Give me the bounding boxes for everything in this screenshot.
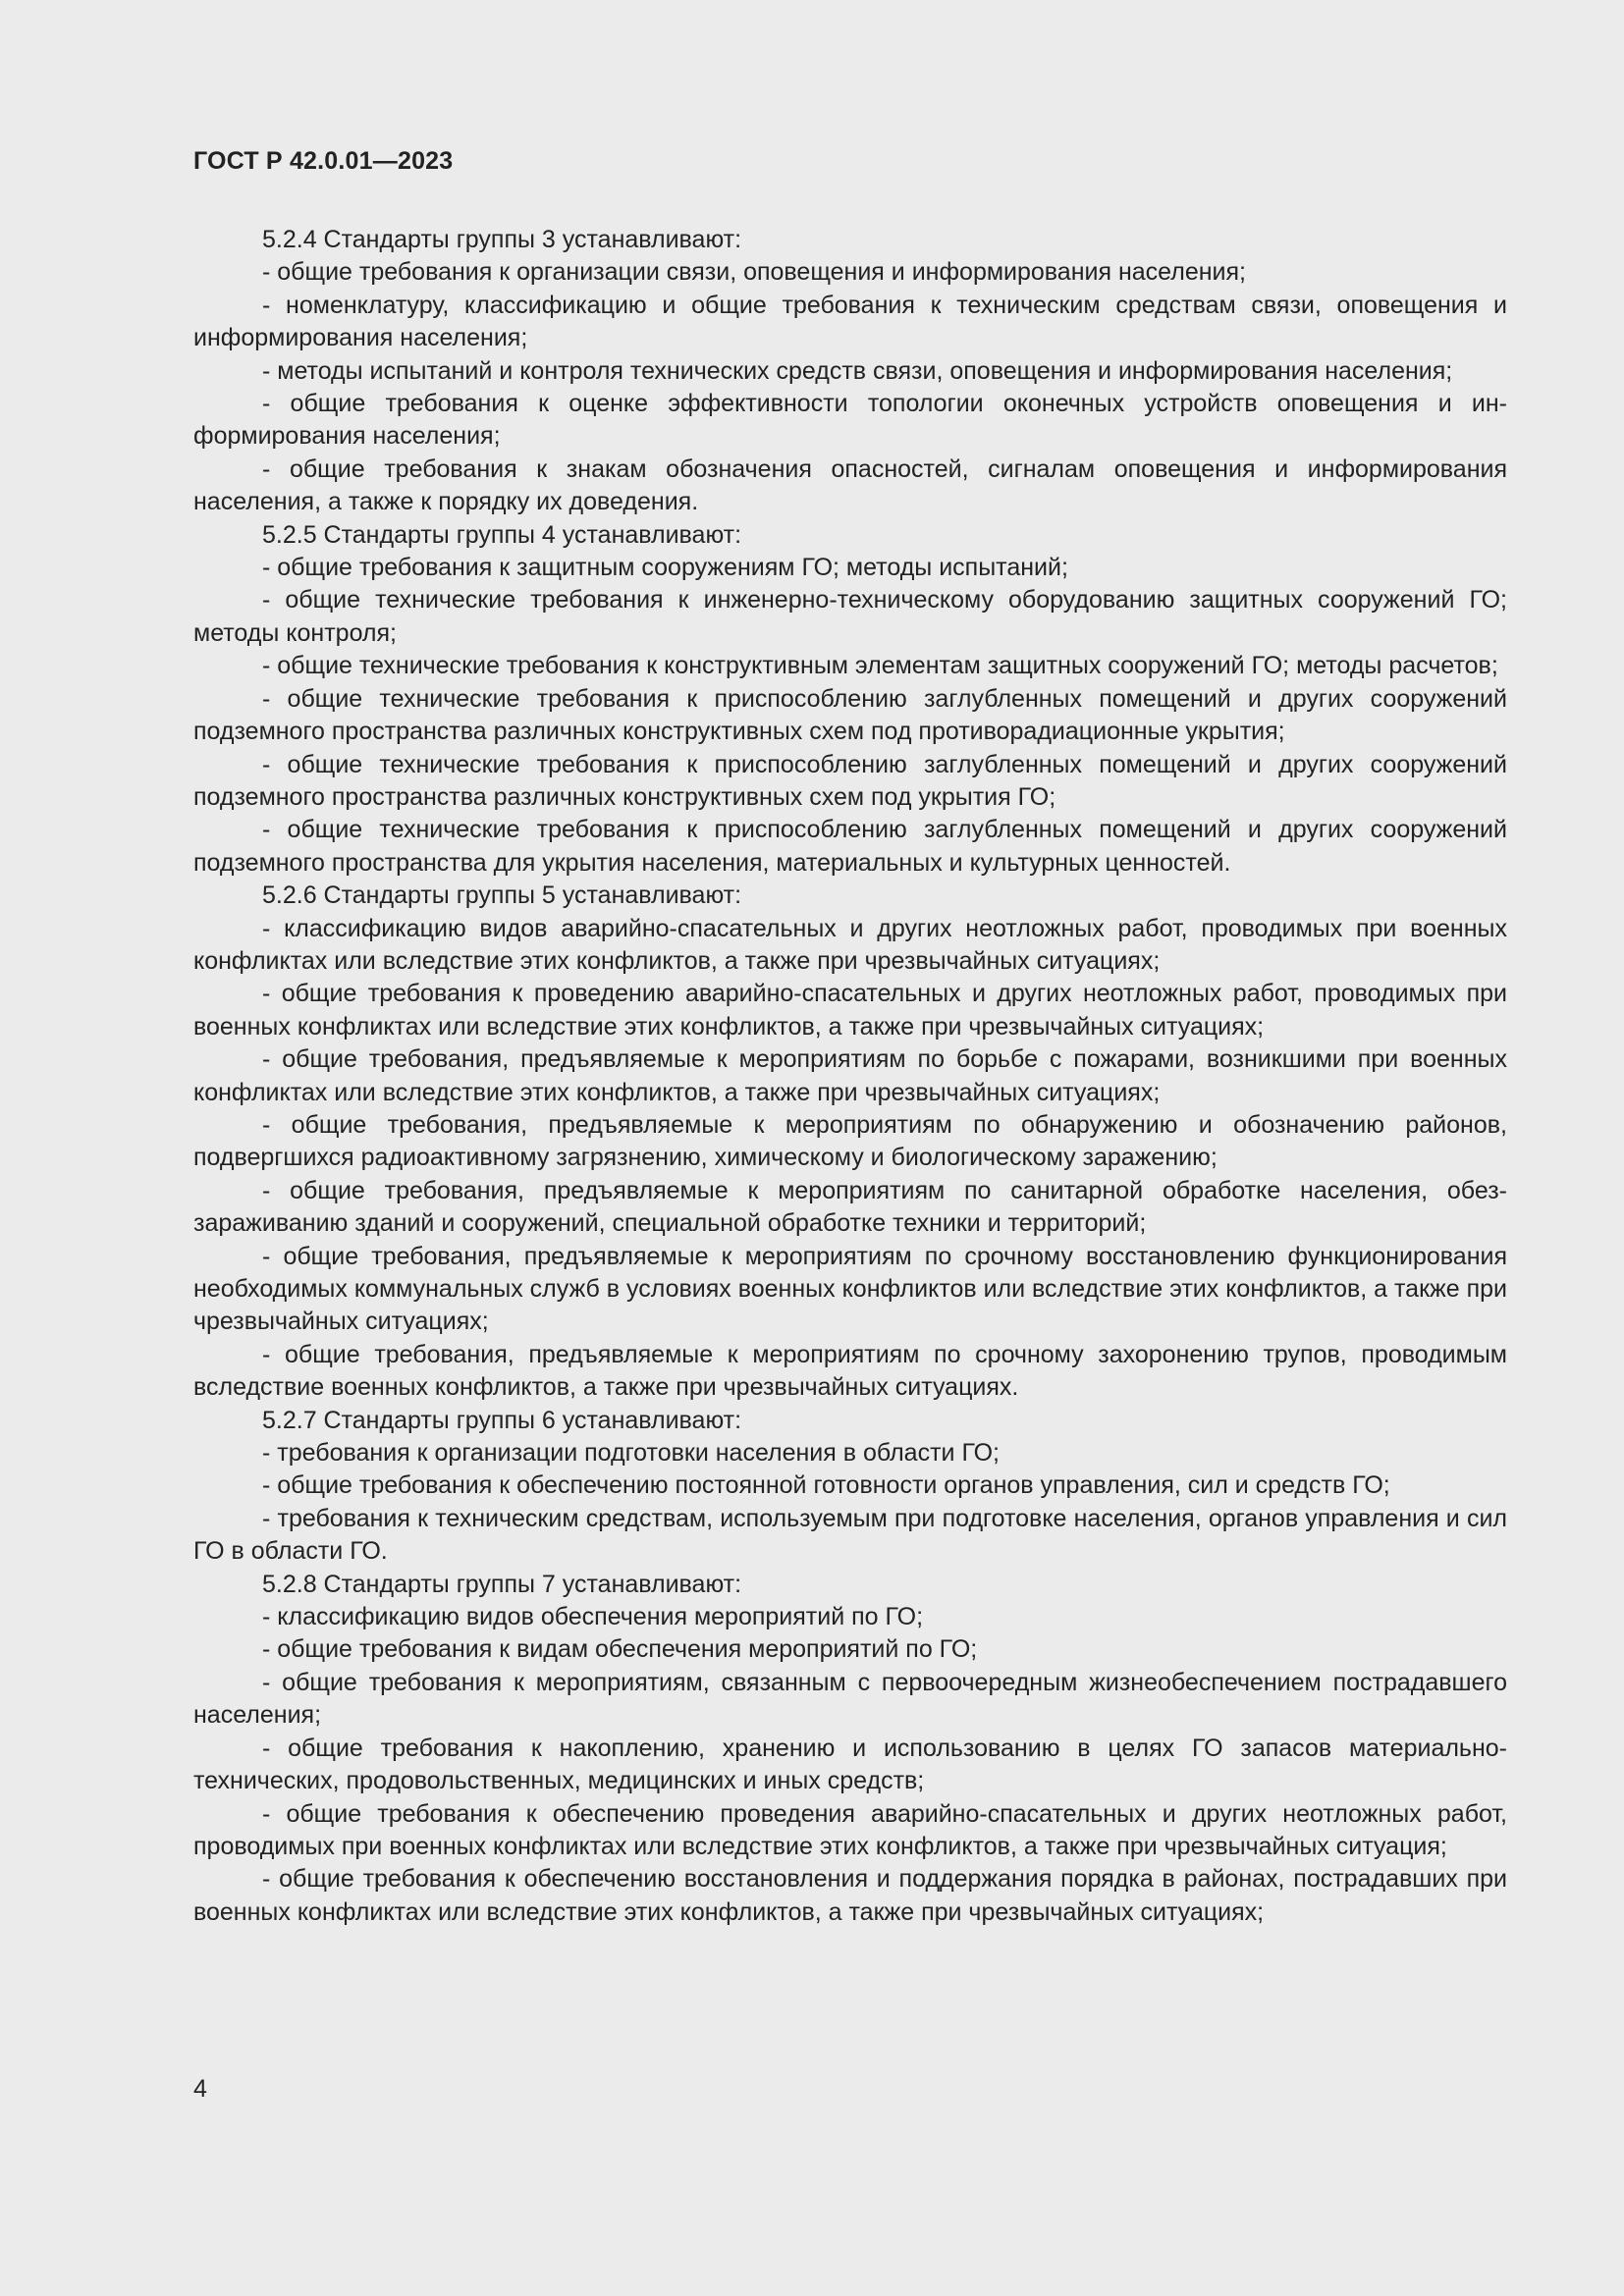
paragraph: - методы испытаний и контроля технических средств связи, оповещения и информирования населения; xyxy=(262,356,1453,385)
paragraph: - общие требования, предъявляемые к мероприятиям по срочному восстановлению функционирования необходимых коммунальных служб в условиях военных конфликтов или вследствие этих конфликтов, а также при чрезвычайных ситуациях; xyxy=(193,1242,1508,1336)
paragraph: - общие требования к мероприятиям, связанным с первоочередным жизнеобеспечением пострадавшего населения; xyxy=(193,1668,1507,1730)
paragraph: - общие требования, предъявляемые к мероприятиям по борьбе с пожарами, возникшими при военных конфликтах или вследствие этих конфликтов, а также при чрезвычайных ситуациях; xyxy=(193,1045,1507,1106)
paragraph: - общие требования к обеспечению постоянной готовности органов управления, сил и средств ГО; xyxy=(262,1471,1390,1500)
paragraph: - общие требования к обеспечению восстановления и поддержания порядка в районах, пострадавших при военных конфликтах или вследствие этих конфликтов, а также при чрезвычайных ситуациях; xyxy=(193,1865,1507,1926)
paragraph: 5.2.5 Стандарты группы 4 устанавливают: xyxy=(262,520,742,549)
paragraph: - требования к организации подготовки населения в области ГО; xyxy=(262,1439,1000,1468)
paragraph: - общие требования, предъявляемые к мероприятиям по срочному захоронению трупов, проводимым вследствие военных конфликтов, а также при чрезвычайных ситуациях. xyxy=(193,1340,1507,1402)
paragraph: - требования к техническим средствам, используемым при подготовке населения, органов управления и сил ГО в области ГО. xyxy=(193,1504,1507,1566)
paragraph: - номенклатуру, классификацию и общие требования к техническим средствам связи, оповещения и информирования населения; xyxy=(193,291,1507,352)
paragraph: - общие требования к видам обеспечения мероприятий по ГО; xyxy=(262,1635,978,1664)
document-header: ГОСТ Р 42.0.01—2023 xyxy=(193,147,454,175)
paragraph: - общие требования, предъявляемые к мероприятиям по обнаружению и обозначению районов, подвергшихся радиоактивному загрязнению, химическому и биологическому заражению; xyxy=(193,1110,1507,1172)
paragraph: - общие технические требования к инженерно-техническому оборудованию защитных сооружений ГО; методы контроля; xyxy=(193,586,1507,647)
paragraph: - общие технические требования к приспособлению заглубленных помещений и других сооружений подземного пространства различных конструктивных схем под противорадиационные укрытия; xyxy=(193,684,1507,746)
page-number: 4 xyxy=(193,2075,207,2103)
paragraph: - классификацию видов аварийно-спасательных и других неотложных работ, проводимых при военных конфликтах или вследствие этих конфликтов, а также при чрезвычайных ситуациях; xyxy=(193,914,1507,975)
document-body xyxy=(193,224,1507,1929)
paragraph: - общие технические требования к приспособлению заглубленных помещений и других сооружений подземного пространства для укрытия населения, материальных и культурных ценностей. xyxy=(193,816,1507,877)
paragraph: - общие требования к организации связи, оповещения и информирования населения; xyxy=(262,258,1246,287)
paragraph: 5.2.6 Стандарты группы 5 устанавливают: xyxy=(262,881,742,910)
paragraph: - общие требования, предъявляемые к мероприятиям по санитарной обработке населения, обеззараживанию зданий и сооружений, специальной обработке техники и территорий; xyxy=(193,1176,1507,1238)
paragraph: - общие технические требования к приспособлению заглубленных помещений и других сооружений подземного пространства различных конструктивных схем под укрытия ГО; xyxy=(193,750,1507,811)
paragraph: - общие требования к оценке эффективности топологии оконечных устройств оповещения и информирования населения; xyxy=(193,390,1507,451)
paragraph: - общие требования к обеспечению проведения аварийно-спасательных и других неотложных работ, проводимых при военных конфликтах или вследствие этих конфликтов, а также при чрезвычайных ситуация; xyxy=(193,1799,1507,1860)
paragraph: - классификацию видов обеспечения мероприятий по ГО; xyxy=(262,1603,924,1631)
paragraph: - общие требования к знакам обозначения опасностей, сигналам оповещения и информирования населения, а также к порядку их доведения. xyxy=(193,454,1507,516)
paragraph: - общие требования к защитным сооружениям ГО; методы испытаний; xyxy=(262,554,1068,582)
paragraph: 5.2.8 Стандарты группы 7 устанавливают: xyxy=(262,1570,742,1598)
paragraph: - общие требования к накоплению, хранению и использованию в целях ГО запасов материально-технических, продовольственных, медицинских и иных средств; xyxy=(193,1734,1507,1795)
paragraph: - общие требования к проведению аварийно-спасательных и других неотложных работ, проводимых при военных конфликтах или вследствие этих конфликтов, а также при чрезвычайных ситуациях; xyxy=(193,980,1507,1041)
paragraph: 5.2.7 Стандарты группы 6 устанавливают: xyxy=(262,1406,742,1434)
paragraph: - общие технические требования к конструктивным элементам защитных сооружений ГО; методы расчетов; xyxy=(262,652,1498,680)
paragraph: 5.2.4 Стандарты группы 3 устанавливают: xyxy=(262,226,742,253)
